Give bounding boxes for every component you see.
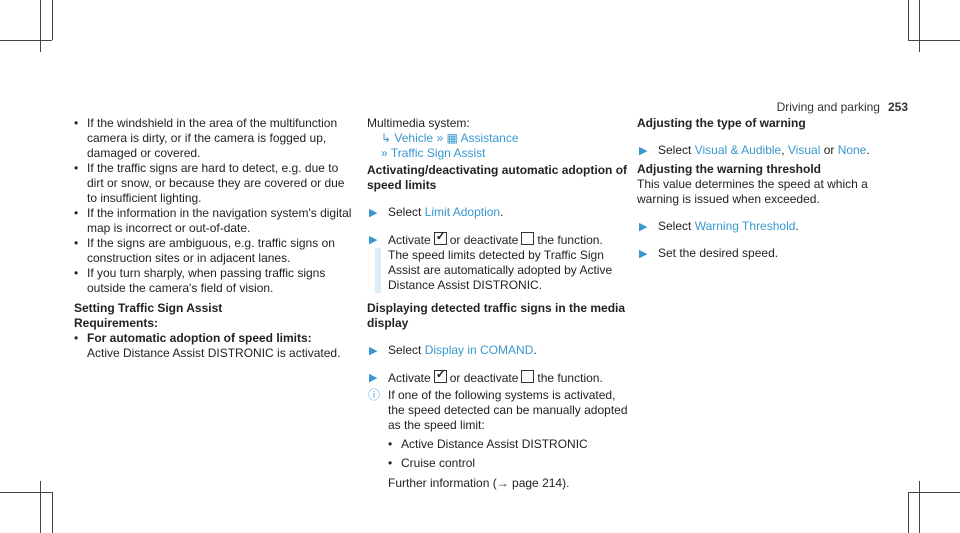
step-arrow-icon: ▶ [639, 145, 648, 157]
crop-mark [908, 492, 960, 493]
section-title: Driving and parking [776, 100, 880, 114]
list-item: • If the signs are ambiguous, e.g. traffic signs on construction sites or in adjacent lanes. [74, 236, 354, 266]
list-item: • If the windshield in the area of the multifunction camera is dirty, or if the camera is fogged up, damaged or covered. [74, 116, 354, 161]
crop-mark [0, 492, 52, 493]
step-text: or [823, 143, 835, 157]
requirements-label: Requirements: [74, 316, 159, 330]
crop-mark [0, 40, 52, 41]
step-text: or deactivate [449, 233, 519, 247]
crop-mark [52, 0, 53, 40]
section-heading: Adjusting the warning threshold [637, 162, 821, 176]
requirements-list [74, 331, 354, 361]
double-chevron-icon: » [436, 131, 444, 145]
list-item [74, 331, 354, 361]
page-number: 253 [887, 100, 908, 114]
info-list [388, 437, 632, 471]
step: ▶ Select Limit Adoption. [369, 205, 504, 219]
step-arrow-icon: ▶ [369, 234, 378, 246]
section-heading: Adjusting the type of warning [637, 116, 806, 130]
none-link[interactable]: None [837, 143, 867, 157]
return-arrow-icon: ↳ [381, 131, 392, 145]
step-arrow-icon: ▶ [639, 221, 648, 233]
paragraph: This value determines the speed at which a warning is issued when exceeded. [637, 177, 868, 206]
step: ▶ Select Visual & Audible, Visual or None. [639, 143, 870, 157]
visual-audible-link[interactable]: Visual & Audible [694, 143, 782, 157]
page-header [777, 100, 908, 115]
step: ▶ Select Display in COMAND. [369, 343, 537, 357]
list-item: • Cruise control [388, 456, 632, 471]
car-icon: ▦ [446, 131, 458, 145]
step-text: the function. [537, 371, 603, 385]
requirement-title: • For automatic adoption of speed limits: [87, 331, 312, 345]
crop-mark [919, 481, 920, 533]
display-comand-link[interactable]: Display in COMAND [424, 343, 534, 357]
unchecked-box-icon [521, 370, 534, 383]
crop-mark [908, 492, 909, 533]
column-middle [367, 116, 632, 491]
step-text: Select [658, 219, 692, 233]
step-arrow-icon: ▶ [369, 207, 378, 219]
step-text: Select [658, 143, 692, 157]
requirement-text: Active Distance Assist DISTRONIC is activated. [87, 346, 341, 360]
crop-mark [908, 40, 960, 41]
list-item: • Active Distance Assist DISTRONIC [388, 437, 632, 452]
crop-mark [919, 0, 920, 52]
step-arrow-icon: ▶ [639, 248, 648, 260]
info-icon: ⓘ [368, 388, 381, 402]
unchecked-box-icon [521, 232, 534, 245]
visual-link[interactable]: Visual [787, 143, 821, 157]
section-heading: Displaying detected traffic signs in the media display [367, 301, 626, 330]
step-note: The speed limits detected by Traffic Sign Assist are automatically adopted by Active Distance Assist DISTRONIC. [375, 248, 632, 293]
nav-assistance[interactable]: Assistance [460, 131, 519, 145]
step-text: the function. [537, 233, 603, 247]
step [367, 370, 632, 386]
multimedia-label: Multimedia system: [367, 116, 470, 130]
step-text: Set the desired speed. [658, 246, 779, 260]
double-chevron-icon: » [381, 146, 388, 160]
section-heading: Activating/deactivating automatic adoption of speed limits [367, 163, 628, 192]
step-arrow-icon: ▶ [369, 345, 378, 357]
step-text: Activate [388, 371, 431, 385]
step [367, 232, 632, 293]
list-item: • If the information in the navigation system's digital map is incorrect or out-of-date. [74, 206, 354, 236]
column-right [637, 116, 897, 261]
checked-box-icon [434, 232, 447, 245]
crop-mark [52, 492, 53, 533]
checked-box-icon [434, 370, 447, 383]
step-text: or deactivate [449, 371, 519, 385]
crop-mark [40, 0, 41, 52]
conditions-list [74, 116, 354, 296]
column-left [74, 116, 354, 361]
crop-mark [40, 481, 41, 533]
info-note [367, 388, 632, 491]
nav-path-2 [367, 146, 632, 161]
step-text: Activate [388, 233, 431, 247]
step [637, 246, 897, 261]
step: ▶ Select Warning Threshold. [639, 219, 799, 233]
warning-threshold-link[interactable]: Warning Threshold [694, 219, 796, 233]
nav-path [367, 131, 632, 146]
list-item: • If you turn sharply, when passing traffic signs outside the camera's field of vision. [74, 266, 354, 296]
further-info: Further information (→ page 214). [388, 476, 570, 490]
step-text: Select [388, 205, 422, 219]
list-item: • If the traffic signs are hard to detect, e.g. due to dirt or snow, or because they are covered or due to insufficient lighting. [74, 161, 354, 206]
info-text: If one of the following systems is activated, the speed detected can be manually adopted as the speed limit: [388, 388, 628, 432]
crop-mark [908, 0, 909, 40]
step-arrow-icon: ▶ [369, 372, 378, 384]
step-text: Select [388, 343, 422, 357]
limit-adoption-link[interactable]: Limit Adoption [424, 205, 501, 219]
section-heading: Setting Traffic Sign Assist [74, 301, 223, 315]
nav-traffic-sign-assist[interactable]: Traffic Sign Assist [390, 146, 486, 160]
nav-vehicle[interactable]: Vehicle [394, 131, 434, 145]
